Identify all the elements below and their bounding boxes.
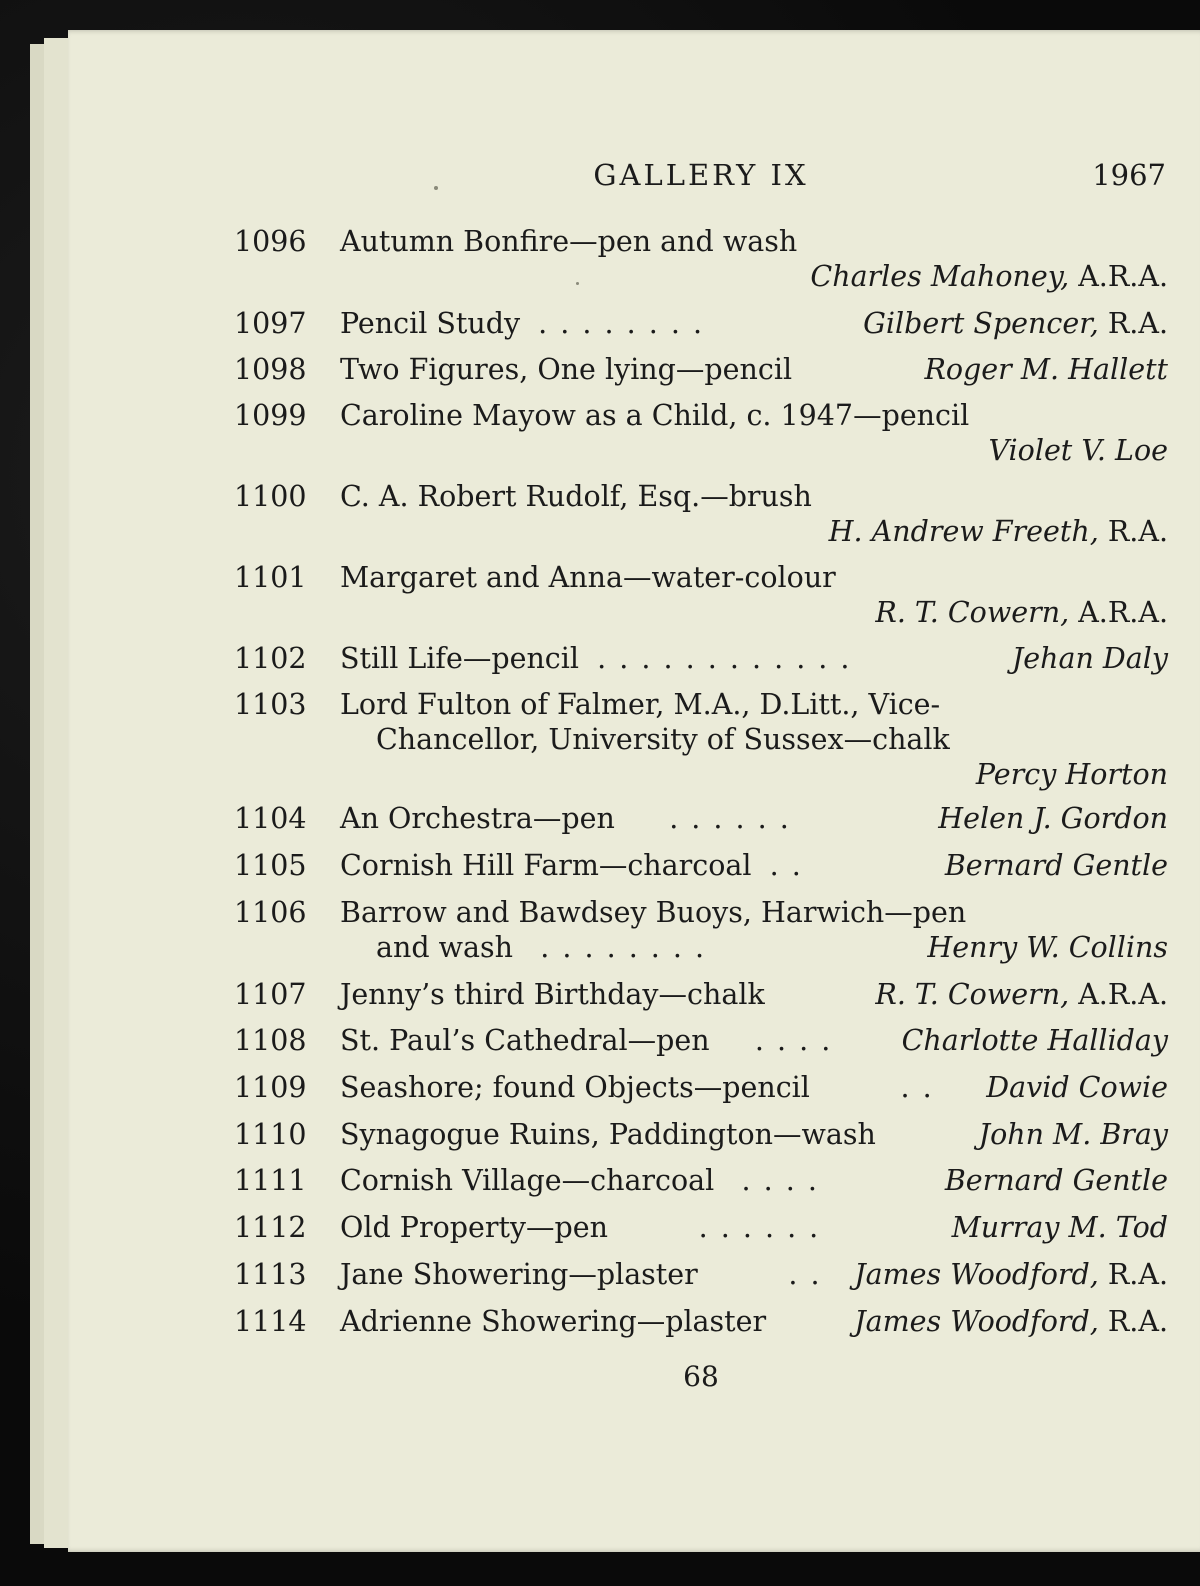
entry-artist <box>902 1023 1168 1059</box>
entry-number: 1098 <box>234 353 307 386</box>
entry-title: Caroline Mayow as a Child, c. 1947—pencil <box>340 399 970 432</box>
dot-leader: . . <box>769 849 803 882</box>
entry-artist <box>1012 641 1168 677</box>
entry-artist <box>875 977 1168 1013</box>
entry-title-cont-text: and wash <box>376 931 514 964</box>
entry-artist <box>924 352 1168 388</box>
entry-title: Barrow and Bawdsey Buoys, Harwich—pen <box>340 896 967 929</box>
entry-artist <box>829 514 1168 550</box>
artist-suffix: R.A. <box>1098 1258 1168 1291</box>
entry-number: 1099 <box>234 399 307 432</box>
entry-artist <box>875 595 1168 631</box>
dot-leader: . . . . . . <box>698 1211 821 1244</box>
entry-title-text: Cornish Village—charcoal <box>340 1164 715 1197</box>
artist-name: Charles Mahoney, <box>810 260 1070 293</box>
catalogue-entry <box>234 977 1168 1013</box>
entry-title: C. A. Robert Rudolf, Esq.—brush <box>340 480 812 513</box>
artist-name: Henry W. Collins <box>927 931 1168 964</box>
entry-number: 1110 <box>234 1118 307 1151</box>
page-year: 1967 <box>1092 158 1166 192</box>
entry-number: 1113 <box>234 1258 307 1291</box>
dot-leader: . . . . . . <box>669 802 791 835</box>
catalogue-entry <box>234 1210 1168 1246</box>
entry-title <box>340 1163 819 1199</box>
dot-leader: . . . . . . . . <box>538 307 705 340</box>
entry-title-cont: Chancellor, University of Sussex—chalk <box>376 723 950 756</box>
entry-title: Two Figures, One lying—pencil <box>340 353 793 386</box>
artist-suffix: A.R.A. <box>1069 260 1168 293</box>
entry-title-text: Seashore; found Objects—pencil <box>340 1071 810 1104</box>
dot-leader: . . <box>788 1258 822 1291</box>
entry-title-text: Old Property—pen <box>340 1211 608 1244</box>
entry-number: 1097 <box>234 307 307 340</box>
catalogue-entry <box>234 560 1168 596</box>
catalogue-entry <box>234 1117 1168 1153</box>
entry-number: 1107 <box>234 978 307 1011</box>
entry-number: 1108 <box>234 1024 307 1057</box>
entry-number: 1111 <box>234 1164 307 1197</box>
entry-title-text: Still Life—pencil <box>340 642 579 675</box>
artist-name: Murray M. Tod <box>951 1211 1168 1244</box>
entry-artist <box>945 1163 1168 1199</box>
catalogue-entry <box>234 687 1168 723</box>
catalogue-entry <box>234 1257 1168 1293</box>
entry-title <box>340 1257 822 1293</box>
artist-name: Violet V. Loe <box>988 434 1168 467</box>
catalogue-entry <box>234 1070 1168 1106</box>
entry-artist <box>952 1210 1168 1246</box>
entry-number: 1096 <box>234 225 307 258</box>
catalogue-entry <box>234 352 1168 388</box>
artist-name: David Cowie <box>986 1071 1168 1104</box>
artist-name: James Woodford, <box>854 1305 1099 1338</box>
dot-leader: . . . . . . . . . . . . <box>597 642 852 675</box>
artist-name: H. Andrew Freeth, <box>828 515 1099 548</box>
artist-name: Bernard Gentle <box>944 849 1168 882</box>
artist-suffix: R.A. <box>1098 307 1168 340</box>
entry-title: Jenny’s third Birthday—chalk <box>340 978 765 1011</box>
entry-number: 1104 <box>234 802 307 835</box>
entry-title-text: Cornish Hill Farm—charcoal <box>340 849 752 882</box>
entry-number: 1103 <box>234 688 307 721</box>
catalogue-entry <box>234 848 1168 884</box>
entry-artist-line <box>234 433 1168 469</box>
entry-title: Lord Fulton of Falmer, M.A., D.Litt., Vice- <box>340 688 941 721</box>
catalogue-entry <box>234 479 1168 515</box>
artist-name: James Woodford, <box>854 1258 1099 1291</box>
entry-artist <box>927 930 1168 966</box>
artist-name: Percy Horton <box>975 758 1168 791</box>
entry-title <box>340 1070 934 1106</box>
page-number: 68 <box>683 1360 719 1393</box>
artist-name: Roger M. Hallett <box>924 353 1168 386</box>
entry-number: 1100 <box>234 480 307 513</box>
entry-artist <box>810 259 1168 295</box>
artist-suffix: R.A. <box>1098 1305 1168 1338</box>
catalogue-entry <box>234 1023 1168 1059</box>
artist-name: Charlotte Halliday <box>901 1024 1168 1057</box>
entry-number: 1105 <box>234 849 307 882</box>
artist-suffix: A.R.A. <box>1069 596 1168 629</box>
entry-artist <box>945 848 1168 884</box>
catalogue-entry <box>234 1163 1168 1199</box>
dot-leader: . . <box>900 1071 934 1104</box>
entry-title-continuation <box>234 930 1168 966</box>
entry-number: 1112 <box>234 1211 307 1244</box>
catalogue-entry <box>234 895 1168 931</box>
artist-name: R. T. Cowern, <box>875 978 1070 1011</box>
entry-title <box>340 848 803 884</box>
entry-number: 1106 <box>234 896 307 929</box>
artist-name: Helen J. Gordon <box>938 802 1168 835</box>
gallery-title: GALLERY IX <box>593 158 809 192</box>
entry-artist <box>986 1070 1168 1106</box>
catalogue-entry <box>234 306 1168 342</box>
artist-suffix: R.A. <box>1098 515 1168 548</box>
entry-number: 1114 <box>234 1305 307 1338</box>
entry-title-text: Pencil Study <box>340 307 521 340</box>
dot-leader: . . . . <box>754 1024 833 1057</box>
entry-artist <box>863 306 1168 342</box>
entry-title-text: Jane Showering—plaster <box>340 1258 698 1291</box>
entry-title <box>340 1210 820 1246</box>
entry-title-continuation <box>234 722 1168 758</box>
catalogue-entry <box>234 1304 1168 1340</box>
page-text <box>234 0 1168 1586</box>
entry-title-cont <box>376 930 706 966</box>
artist-name: Jehan Daly <box>1011 642 1168 675</box>
dot-leader: . . . . <box>741 1164 819 1197</box>
catalogue-entry <box>234 801 1168 837</box>
entry-title: Adrienne Showering—plaster <box>340 1305 767 1338</box>
entry-artist <box>854 1257 1168 1293</box>
artist-suffix: A.R.A. <box>1069 978 1168 1011</box>
artist-name: Bernard Gentle <box>944 1164 1168 1197</box>
entry-number: 1102 <box>234 642 307 675</box>
entry-artist-line <box>234 595 1168 631</box>
entry-number: 1101 <box>234 561 307 594</box>
catalogue-entry <box>234 224 1168 260</box>
entry-title: Margaret and Anna—water-colour <box>340 561 836 594</box>
entry-artist <box>938 801 1168 837</box>
entry-artist <box>979 1117 1168 1153</box>
dot-leader: . . . . . . . . <box>540 931 707 964</box>
entry-title <box>340 801 791 837</box>
entry-artist-line <box>234 259 1168 295</box>
entry-number: 1109 <box>234 1071 307 1104</box>
entry-artist <box>854 1304 1168 1340</box>
entry-title <box>340 641 852 677</box>
artist-name: Gilbert Spencer, <box>863 307 1099 340</box>
entry-title <box>340 306 704 342</box>
entry-title: Synagogue Ruins, Paddington—wash <box>340 1118 876 1151</box>
entry-title-text: St. Paul’s Cathedral—pen <box>340 1024 710 1057</box>
artist-name: R. T. Cowern, <box>875 596 1070 629</box>
entry-title-text: An Orchestra—pen <box>340 802 615 835</box>
entry-title: Autumn Bonfire—pen and wash <box>340 225 798 258</box>
entry-artist <box>988 433 1168 469</box>
running-head <box>234 158 1168 198</box>
entry-artist-line <box>234 757 1168 793</box>
catalogue-entry <box>234 398 1168 434</box>
catalogue-entry <box>234 641 1168 677</box>
entry-artist <box>976 757 1168 793</box>
entry-title <box>340 1023 832 1059</box>
entry-artist-line <box>234 514 1168 550</box>
artist-name: John M. Bray <box>978 1118 1168 1151</box>
